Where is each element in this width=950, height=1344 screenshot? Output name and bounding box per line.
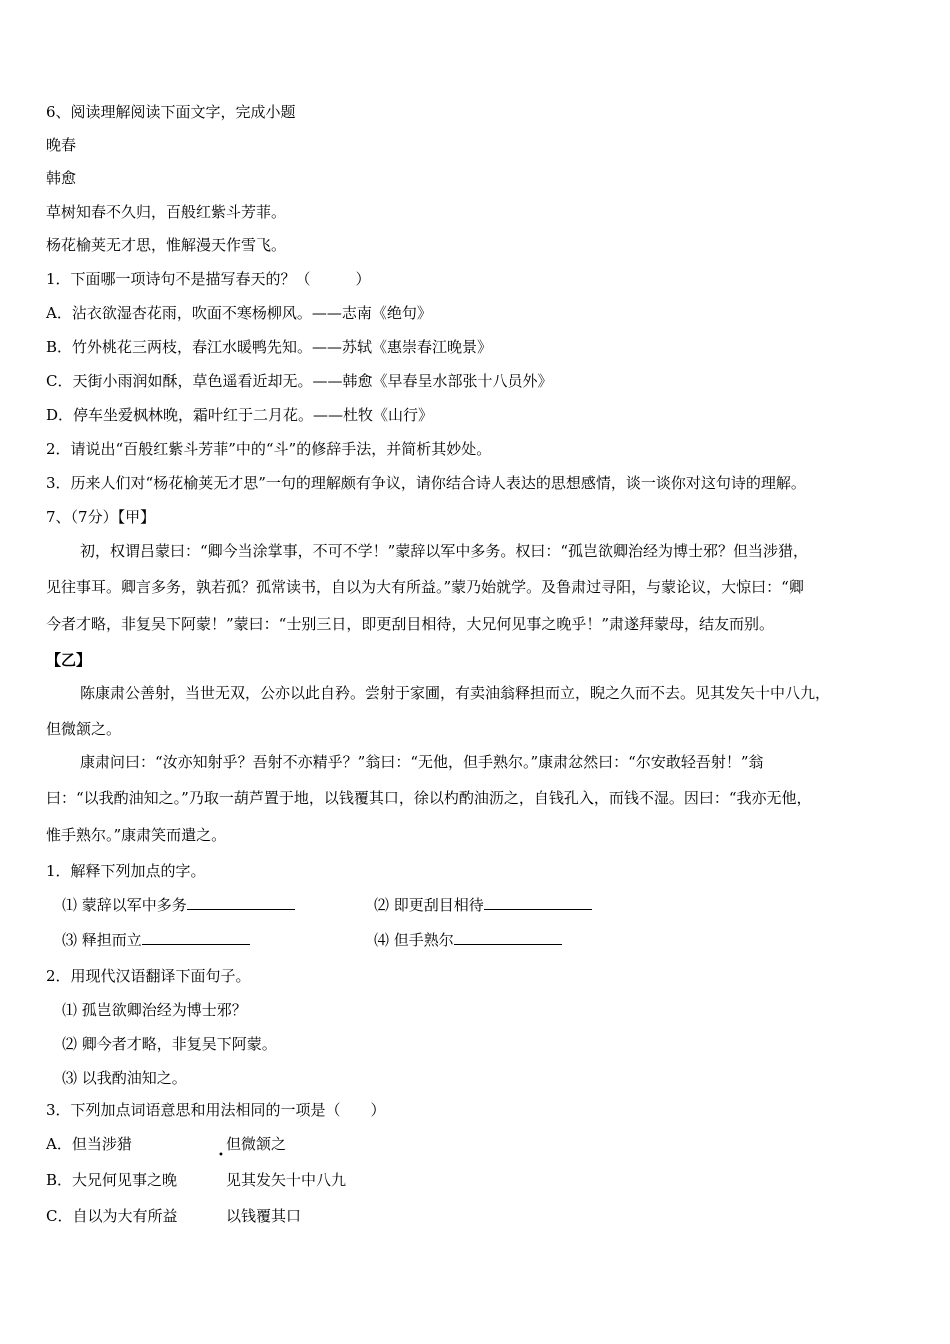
q6-sub-question-2: 2．请说出“百般红紫斗芳菲”中的“斗”的修辞手法，并简析其妙处。 (46, 440, 492, 458)
explain-item-4 (374, 930, 562, 950)
explain-item-3 (62, 930, 250, 950)
q6-option-d: D．停车坐爱枫林晚，霜叶红于二月花。——杜牧《山行》 (46, 406, 434, 424)
jia-paragraph-line-1: 初，权谓吕蒙曰：“卿今当涂掌事，不可不学！”蒙辞以军中多务。权曰：“孤岂欲卿治经为博士邪？但当涉猎， (80, 542, 809, 560)
translate-item-1: ⑴ 孤岂欲卿治经为博士邪？ (62, 1001, 247, 1019)
poem-author: 韩愈 (46, 169, 77, 187)
q6-sub-question-1: 1．下面哪一项诗句不是描写春天的？（ ） (46, 270, 371, 288)
poem-title: 晚春 (46, 136, 77, 154)
yi-heading: 【乙】 (46, 651, 92, 669)
explain-item-4-text: ⑷ 但手熟尔 (374, 931, 454, 949)
q6-option-c: C．天街小雨润如酥，草色遥看近却无。——韩愈《早春呈水部张十八员外》 (46, 372, 553, 390)
answer-blank-3[interactable] (142, 930, 250, 945)
q7-heading: 7、（7分）【甲】 (46, 508, 156, 526)
yi-paragraph-line-2: 但微颔之。 (46, 720, 122, 738)
yi-paragraph-line-5: 惟手熟尔。”康肃笑而遣之。 (46, 826, 227, 844)
explain-item-2-text: ⑵ 即更刮目相待 (374, 896, 484, 914)
q6-option-b: B．竹外桃花三两枝，春江水暖鸭先知。——苏轼《惠崇春江晚景》 (46, 338, 493, 356)
answer-blank-1[interactable] (187, 895, 295, 910)
yi-paragraph-line-1: 陈康肃公善射，当世无双，公亦以此自矜。尝射于家圃，有卖油翁释担而立，睨之久而不去。见其发矢十中八九， (80, 684, 831, 702)
explain-item-2 (374, 895, 592, 915)
q7-sub-question-3: 3．下列加点词语意思和用法相同的一项是（ ） (46, 1101, 386, 1119)
translate-item-2: ⑵ 卿今者才略，非复吴下阿蒙。 (62, 1035, 277, 1053)
poem-line-2: 杨花榆荚无才思，惟解漫天作雪飞。 (46, 236, 287, 254)
q7-option-c-right: 以钱覆其口 (226, 1207, 302, 1225)
answer-blank-2[interactable] (484, 895, 592, 910)
poem-line-1: 草树知春不久归，百般红紫斗芳菲。 (46, 203, 287, 221)
q7-option-b-left: B．大兄何见事之晚 (46, 1171, 178, 1189)
q7-option-a-left: A．但当涉猎 (46, 1135, 132, 1153)
translate-item-3: ⑶ 以我酌油知之。 (62, 1069, 187, 1087)
answer-blank-4[interactable] (454, 930, 562, 945)
q7-option-c-left: C．自以为大有所益 (46, 1207, 178, 1225)
yi-paragraph-line-3: 康肃问曰：“汝亦知射乎？吾射不亦精乎？”翁曰：“无他，但手熟尔。”康肃忿然曰：“尔安敢轻吾射！”翁 (80, 753, 764, 771)
q6-heading: 6、阅读理解阅读下面文字，完成小题 (46, 103, 296, 121)
q6-option-a: A．沾衣欲湿杏花雨，吹面不寒杨柳风。——志南《绝句》 (46, 304, 432, 322)
q6-sub-question-3: 3．历来人们对“杨花榆荚无才思”一句的理解颇有争议，请你结合诗人表达的思想感情，谈一谈你对这句诗的理解。 (46, 474, 806, 492)
explain-item-3-text: ⑶ 释担而立 (62, 931, 142, 949)
q7-sub-question-2: 2．用现代汉语翻译下面句子。 (46, 967, 251, 985)
emphasis-dot: • (218, 1150, 224, 1161)
q7-option-b-right: 见其发矢十中八九 (226, 1171, 347, 1189)
explain-item-1-text: ⑴ 蒙辞以军中多务 (62, 896, 187, 914)
yi-paragraph-line-4: 曰：“以我酌油知之。”乃取一葫芦置于地，以钱覆其口，徐以杓酌油沥之，自钱孔入，而钱不湿。因曰：“我亦无他， (46, 789, 812, 807)
q7-option-a-right: 但微颔之 (226, 1135, 287, 1153)
jia-paragraph-line-2: 见往事耳。卿言多务，孰若孤？孤常读书，自以为大有所益。”蒙乃始就学。及鲁肃过寻阳，与蒙论议，大惊曰：“卿 (46, 578, 804, 596)
q7-sub-question-1: 1．解释下列加点的字。 (46, 862, 206, 880)
jia-paragraph-line-3: 今者才略，非复吴下阿蒙！”蒙曰：“士别三日，即更刮目相待，大兄何见事之晚乎！”肃遂拜蒙母，结友而别。 (46, 615, 775, 633)
explain-item-1 (62, 895, 295, 915)
